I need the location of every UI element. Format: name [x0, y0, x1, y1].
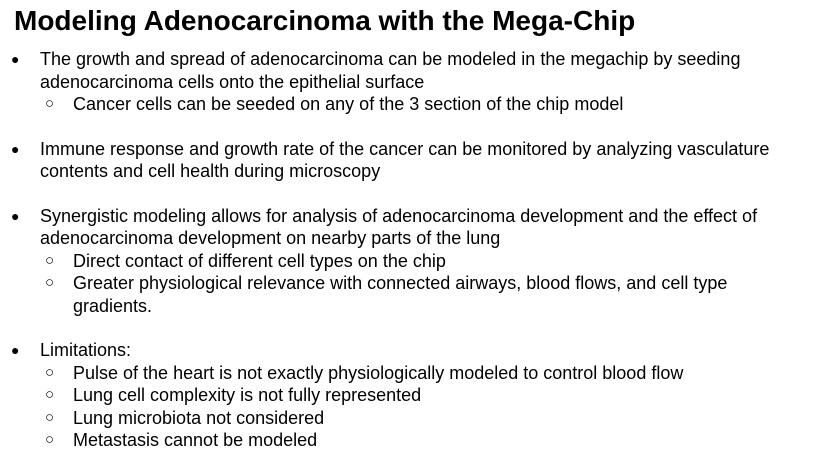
- hollow-bullet-icon: ○: [45, 431, 55, 448]
- filled-bullet-icon: ●: [11, 342, 20, 358]
- bullet-item-limitations: [0, 339, 826, 452]
- hollow-bullet-icon: ○: [45, 251, 55, 269]
- slide-title: Modeling Adenocarcinoma with the Mega-Chip: [14, 5, 636, 36]
- sub-bullet-line: [0, 362, 826, 385]
- filled-bullet-icon: ●: [11, 140, 20, 157]
- sub-bullet-text: Lung cell complexity is not fully represented: [73, 385, 422, 405]
- sub-bullet-line-continued: gradients.: [73, 295, 153, 316]
- spacer: [0, 183, 826, 205]
- sub-bullet-text: Lung microbiota not considered: [73, 407, 325, 428]
- sub-bullet-line: [0, 250, 826, 273]
- bullet-item-immune-response: [0, 138, 826, 183]
- filled-bullet-icon: ●: [11, 51, 20, 67]
- bullet-item-synergistic-modeling: [0, 205, 826, 318]
- sub-bullet-text: Greater physiological relevance with connected airways, blood flows, and cell type: [73, 273, 728, 293]
- sub-bullet-text: Pulse of the heart is not exactly physiologically modeled to control blood flow: [73, 362, 684, 383]
- sub-bullet-line: [0, 429, 826, 452]
- sub-bullet-line: [0, 93, 826, 116]
- sub-bullet-text: Metastasis cannot be modeled: [73, 430, 318, 450]
- hollow-bullet-icon: ○: [45, 386, 55, 403]
- sub-bullet-line: [0, 272, 826, 295]
- sub-bullet-line: [0, 407, 826, 430]
- bullet-item-growth-spread: [0, 48, 826, 116]
- sub-bullet-text: Direct contact of different cell types on the chip: [73, 250, 446, 271]
- bullet-line: [0, 138, 826, 161]
- bullet-text: Synergistic modeling allows for analysis of adenocarcinoma development and the effect of: [40, 205, 758, 226]
- hollow-bullet-icon: ○: [45, 408, 55, 426]
- spacer: [0, 116, 826, 138]
- bullet-text: Immune response and growth rate of the cancer can be monitored by analyzing vasculature: [40, 138, 770, 159]
- filled-bullet-icon: ●: [11, 207, 20, 224]
- bullet-line-continued: adenocarcinoma development on nearby parts of the lung: [40, 228, 501, 248]
- bullet-line: [0, 205, 826, 228]
- sub-bullet-text: Cancer cells can be seeded on any of the 3 section of the chip model: [73, 94, 624, 114]
- bullet-line: [0, 48, 826, 71]
- bullet-line-continued: adenocarcinoma cells onto the epithelial surface: [40, 71, 425, 92]
- hollow-bullet-icon: ○: [45, 274, 55, 291]
- hollow-bullet-icon: ○: [45, 95, 55, 112]
- bullet-text: The growth and spread of adenocarcinoma can be modeled in the megachip by seeding: [40, 49, 741, 69]
- spacer: [0, 317, 826, 339]
- bullet-line: [0, 339, 826, 362]
- sub-bullet-line: [0, 384, 826, 407]
- bullet-line-continued: contents and cell health during microscopy: [40, 161, 381, 181]
- bullet-list: [0, 48, 826, 452]
- bullet-text: Limitations:: [40, 340, 132, 360]
- hollow-bullet-icon: ○: [45, 363, 55, 381]
